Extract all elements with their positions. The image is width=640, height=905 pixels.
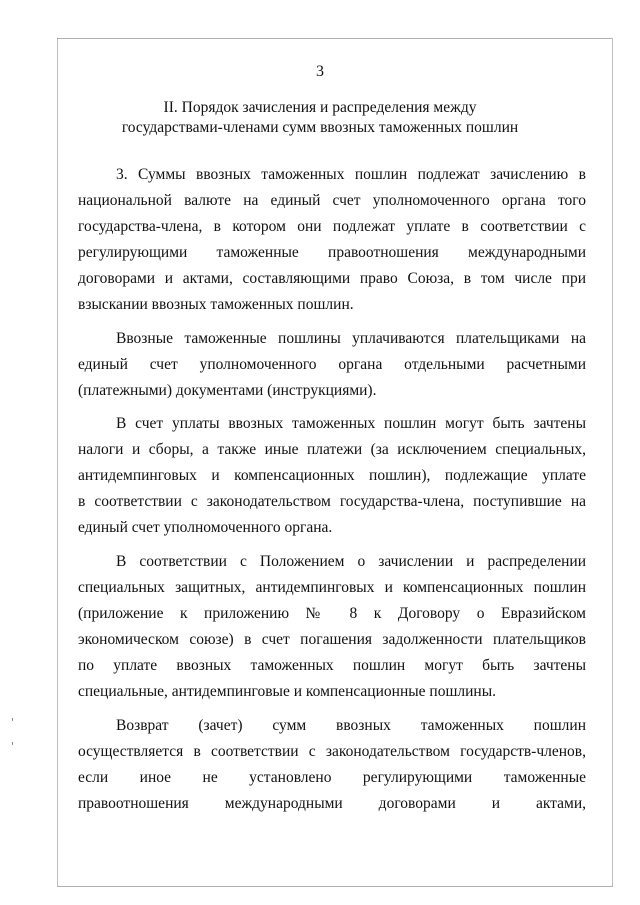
text-line: по уплате ввозных таможенных пошлин могут быть зачтены (78, 657, 586, 674)
text-line: В соответствии с Положением о зачислении и распределении (116, 553, 586, 570)
text-line: правоотношения международными договорами и актами, (78, 795, 586, 812)
text-line: единый счет уполномоченного органа. (78, 519, 333, 536)
text-line: (платежными) документами (инструкциями). (78, 382, 377, 399)
section-heading (0, 98, 640, 138)
text-line: регулирующими таможенные правоотношения международными (78, 244, 586, 261)
text-line: взыскании ввозных таможенных пошлин. (78, 296, 354, 313)
text-line: договорами и актами, составляющими право Союза, в том числе при (78, 270, 586, 287)
text-line: специальные, антидемпинговые и компенсационные пошлины. (78, 683, 497, 700)
text-line: экономическом союзе) в счет погашения задолженности плательщиков (78, 631, 586, 648)
text-line: Возврат (зачет) сумм ввозных таможенных пошлин (116, 717, 586, 734)
text-line: (приложение к приложению № 8 к Договору о Евразийском (78, 605, 586, 622)
scan-speck (12, 742, 13, 745)
scan-border-bottom (57, 886, 613, 887)
text-line: национальной валюте на единый счет уполномоченного органа того (78, 192, 586, 209)
section-heading-line: государствами-членами сумм ввозных таможенных пошлин (121, 119, 519, 136)
section-heading-line: II. Порядок зачисления и распределения между (163, 99, 477, 116)
text-line: осуществляется в соответствии с законодательством государств-членов, (78, 743, 586, 760)
text-line: В счет уплаты ввозных таможенных пошлин могут быть зачтены (116, 415, 586, 432)
scan-border-top (57, 38, 612, 39)
text-line: Ввозные таможенные пошлины уплачиваются плательщиками на (116, 330, 586, 347)
text-line: налоги и сборы, а также иные платежи (за исключением специальных, (78, 441, 586, 458)
scan-speck (12, 718, 13, 721)
text-line: 3. Суммы ввозных таможенных пошлин подлежат зачислению в (116, 166, 586, 183)
text-line: специальных защитных, антидемпинговых и компенсационных пошлин (78, 579, 586, 596)
text-line: в соответствии с законодательством государства-члена, поступившие на (78, 493, 586, 510)
text-line: антидемпинговых и компенсационных пошлин), подлежащие уплате (78, 467, 586, 484)
scan-border-left (57, 38, 58, 886)
text-line: государства-члена, в котором они подлежат уплате в соответствии с (78, 218, 586, 235)
text-line: единый счет уполномоченного органа отдельными расчетными (78, 356, 586, 373)
scan-border-right (612, 38, 613, 886)
text-line: если иное не установлено регулирующими таможенные (78, 769, 586, 786)
page-number: 3 (316, 63, 324, 80)
